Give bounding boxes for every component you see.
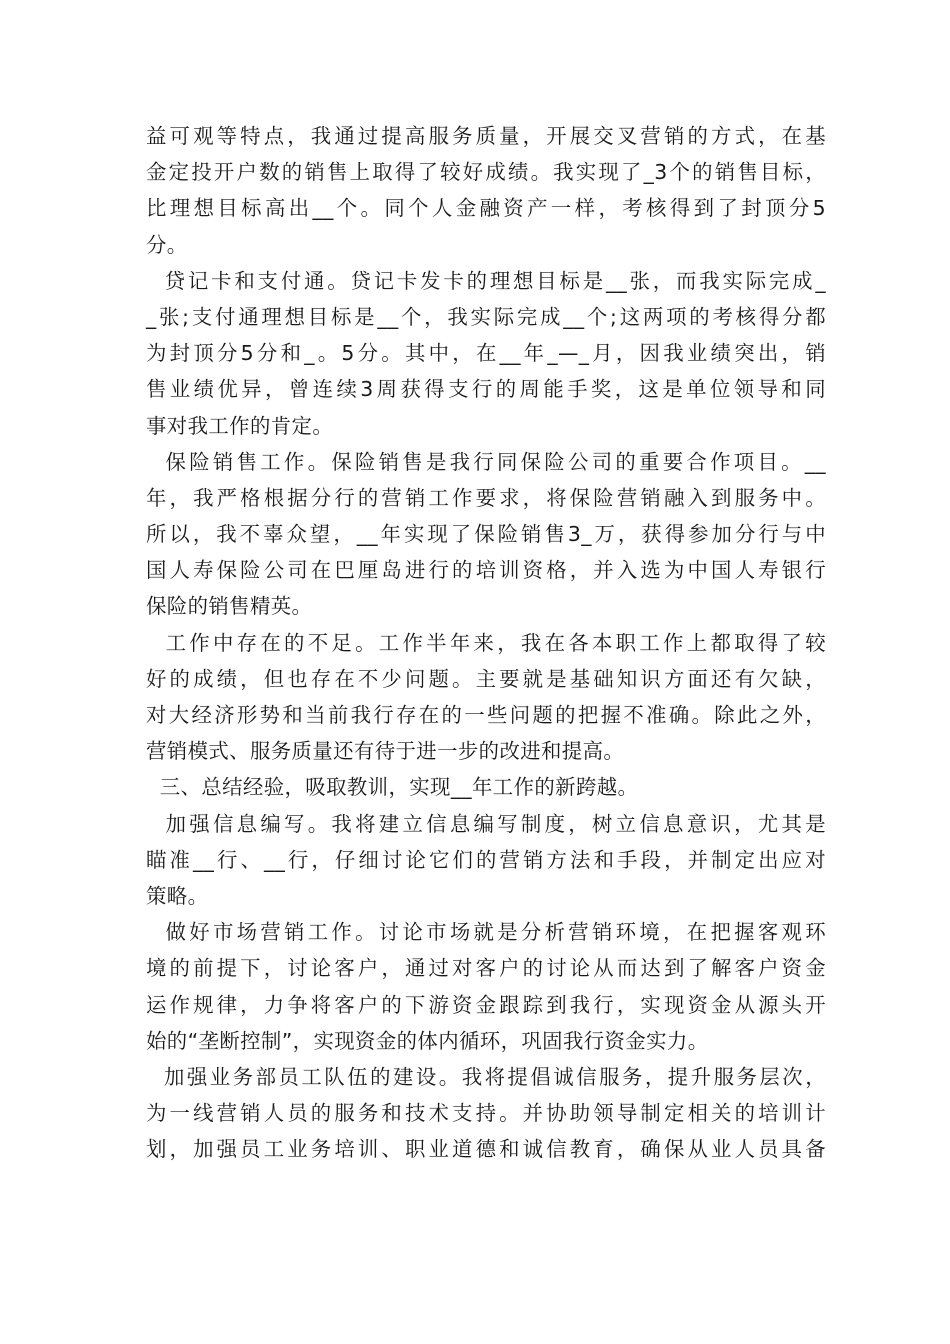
text-line: 始的“垄断控制”，实现资金的体内循环，巩固我行资金实力。	[146, 1028, 709, 1053]
text-line: 工作中存在的不足。工作半年来，我在各本职工作上都取得了较	[146, 630, 826, 655]
document-body	[146, 118, 826, 1167]
text-line: 分。	[146, 232, 188, 257]
text-line: 营销模式、服务质量还有待于进一步的改进和提高。	[146, 739, 625, 764]
text-line: 境的前提下，讨论客户，通过对客户的讨论从而达到了解客户资金	[146, 956, 826, 981]
text-line: 加强信息编写。我将建立信息编写制度，树立信息意识，尤其是	[146, 811, 826, 836]
text-line: 所以，我不辜众望，__年实现了保险销售3_万，获得参加分行与中	[146, 522, 826, 547]
text-line: 国人寿保险公司在巴厘岛进行的培训资格，并入选为中国人寿银行	[146, 558, 826, 583]
text-line: 对大经济形势和当前我行存在的一些问题的把握不准确。除此之外，	[146, 703, 826, 727]
text-line: 为封顶分5分和_。5分。其中，在__年_—_月，因我业绩突出，销	[146, 341, 826, 366]
text-line: 运作规律，力争将客户的下游资金跟踪到我行，实现资金从源头开	[146, 992, 826, 1017]
text-line: 为一线营销人员的服务和技术支持。并协助领导制定相关的培训计	[146, 1101, 826, 1126]
text-line: 金定投开户数的销售上取得了较好成绩。我实现了_3个的销售目标，	[146, 160, 826, 185]
text-line: 年，我严格根据分行的营销工作要求，将保险营销融入到服务中。	[146, 485, 826, 510]
text-line: 策略。	[146, 883, 209, 908]
text-line: 售业绩优异，曾连续3周获得支行的周能手奖，这是单位领导和同	[146, 377, 826, 402]
text-line: 加强业务部员工队伍的建设。我将提倡诚信服务，提升服务层次，	[146, 1064, 826, 1089]
text-line: 保险销售工作。保险销售是我行同保险公司的重要合作项目。__	[146, 449, 826, 474]
text-line: 好的成绩，但也存在不少问题。主要就是基础知识方面还有欠缺，	[146, 666, 826, 691]
text-line: 事对我工作的肯定。	[146, 413, 334, 438]
text-line: 贷记卡和支付通。贷记卡发卡的理想目标是__张，而我实际完成_	[146, 268, 826, 293]
text-line: 益可观等特点，我通过提高服务质量，开展交叉营销的方式，在基	[146, 124, 826, 148]
text-line: _张;支付通理想目标是__个，我实际完成__个;这两项的考核得分都	[146, 304, 826, 329]
text-line: 保险的销售精英。	[146, 594, 313, 619]
text-line: 三、总结经验，吸取教训，实现__年工作的新跨越。	[146, 775, 639, 800]
text-line: 划，加强员工业务培训、职业道德和诚信教育，确保从业人员具备	[146, 1137, 826, 1162]
text-line: 瞄准__行、__行，仔细讨论它们的营销方法和手段，并制定出应对	[146, 847, 826, 872]
text-line: 做好市场营销工作。讨论市场就是分析营销环境，在把握客观环	[146, 920, 826, 945]
text-line: 比理想目标高出__个。同个人金融资产一样，考核得到了封顶分5	[146, 196, 826, 221]
